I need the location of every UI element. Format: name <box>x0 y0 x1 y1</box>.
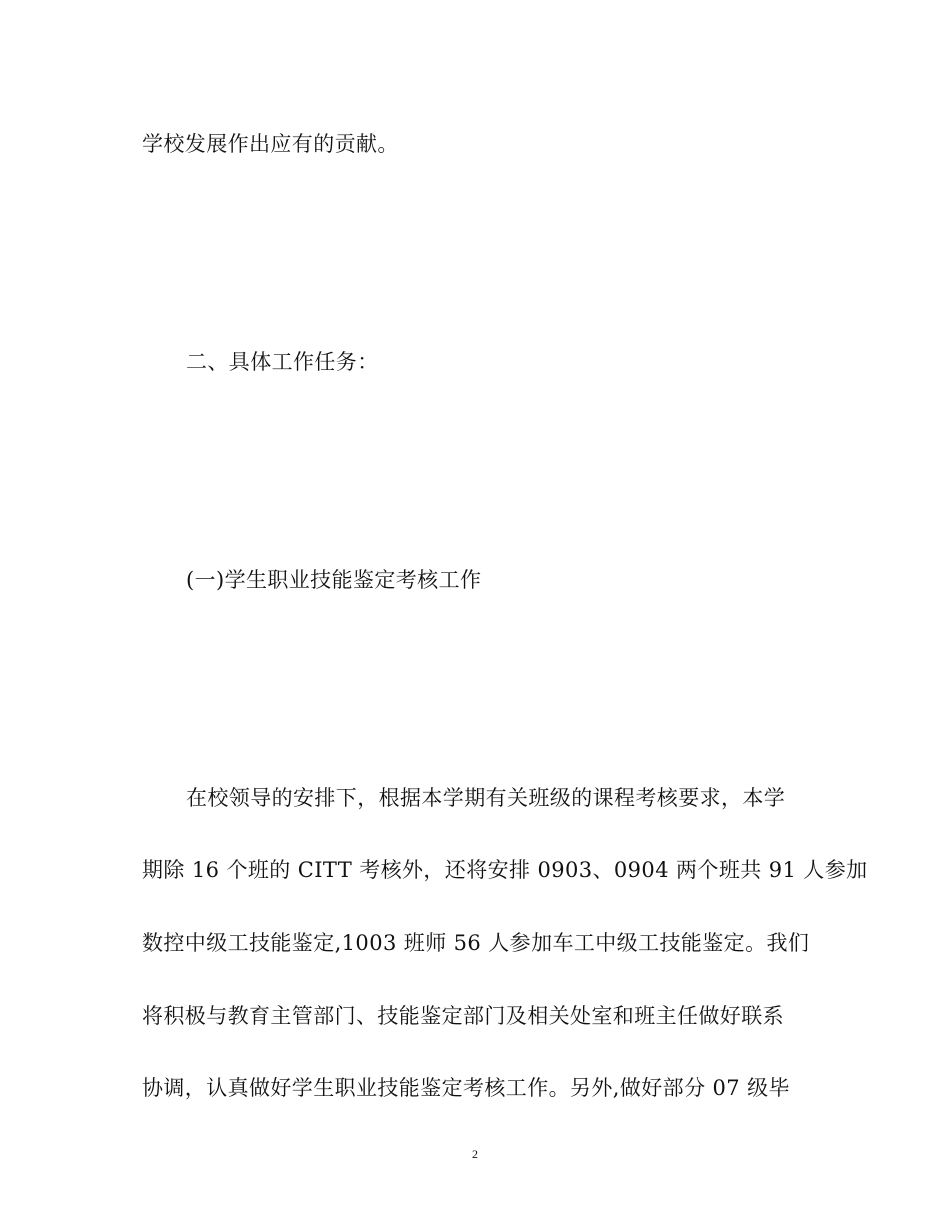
page-number: 2 <box>472 1147 478 1161</box>
section-heading: 二、具体工作任务： <box>186 350 379 374</box>
paragraph-line-4: 数控中级工技能鉴定,1003 班师 56 人参加车工中级工技能鉴定。我们 <box>142 931 810 955</box>
paragraph-line-1: 学校发展作出应有的贡献。 <box>142 132 399 156</box>
paragraph-line-3: 期除 16 个班的 CITT 考核外，还将安排 0903、0904 两个班共 91 人参加 <box>142 858 868 882</box>
subsection-heading: (一)学生职业技能鉴定考核工作 <box>186 568 482 592</box>
paragraph-line-5: 将积极与教育主管部门、技能鉴定部门及相关处室和班主任做好联系 <box>142 1004 784 1028</box>
paragraph-line-2: 在校领导的安排下，根据本学期有关班级的课程考核要求，本学 <box>186 786 786 810</box>
paragraph-line-6: 协调，认真做好学生职业技能鉴定考核工作。另外,做好部分 07 级毕 <box>142 1076 790 1100</box>
